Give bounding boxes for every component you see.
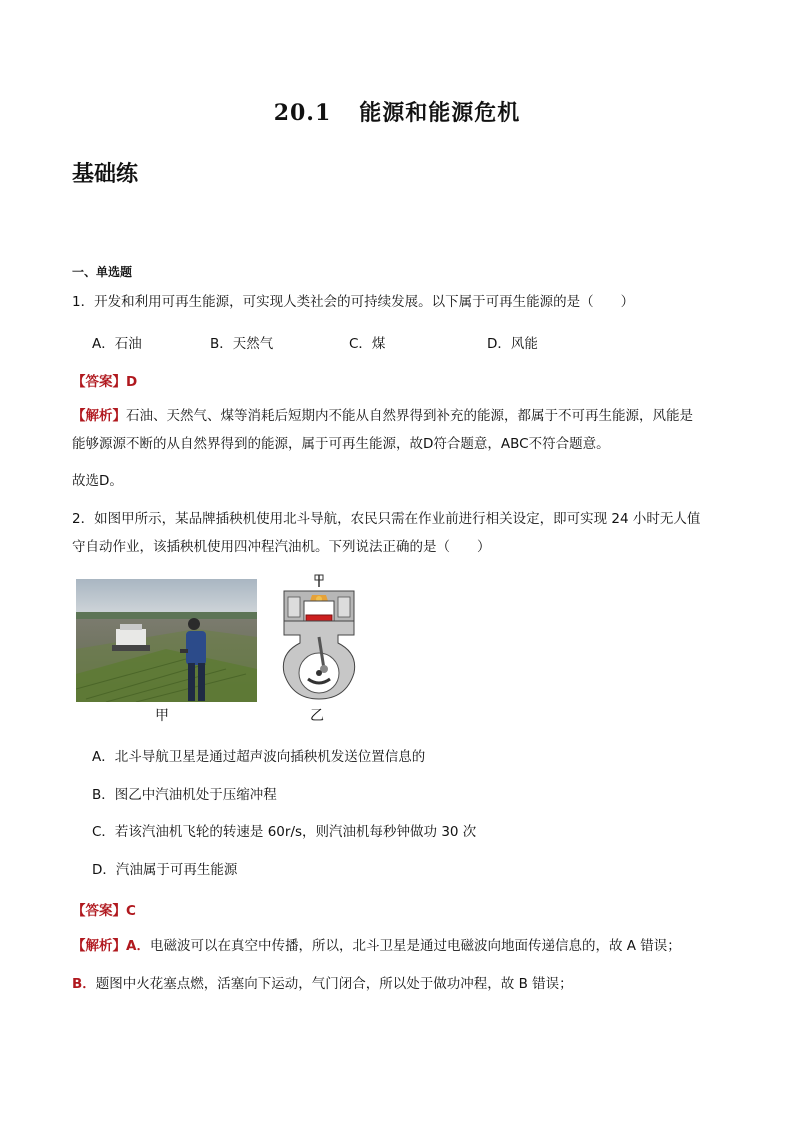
q1-option-a: A．石油 (92, 336, 142, 352)
page-title (0, 96, 794, 127)
q2-analysis-b-text: 题图中火花塞点燃，活塞向下运动，气门闭合，所以处于做功冲程，故 B 错误； (95, 976, 573, 992)
q1-analysis-line2: 能够源源不断的从自然界得到的能源，属于可再生能源，故D符合题意，ABC不符合题意。 (72, 436, 610, 452)
q1-answer-value: D (126, 374, 138, 390)
q2-analysis-a (72, 932, 732, 960)
q1-option-d: D．风能 (487, 336, 538, 352)
part-heading: 一、单选题 (72, 265, 133, 279)
section-heading: 基础练 (72, 161, 139, 187)
q1-conclusion: 故选D。 (72, 473, 123, 489)
q2-answer-label: 【答案】 (72, 903, 126, 919)
q1-answer (72, 370, 137, 390)
q2-answer-value: C (126, 903, 136, 919)
q1-stem: 1．开发和利用可再生能源，可实现人类社会的可持续发展。以下属于可再生能源的是（ ） (72, 294, 635, 310)
figure-b-caption: 乙 (310, 708, 324, 724)
q2-option-c: C．若该汽油机飞轮的转速是 60r/s，则汽油机每秒钟做功 30 次 (92, 824, 477, 840)
q2-option-a: A．北斗导航卫星是通过超声波向插秧机发送位置信息的 (92, 749, 426, 765)
engine-diagram (278, 573, 360, 703)
q2-analysis-b-label: B． (72, 976, 96, 992)
q1-option-b: B．天然气 (210, 336, 274, 352)
q2-stem-line2: 守自动作业，该插秧机使用四冲程汽油机。下列说法正确的是（ ） (72, 539, 491, 555)
q2-analysis-a-text: 电磁波可以在真空中传播，所以，北斗卫星是通过电磁波向地面传递信息的，故 A 错误； (149, 938, 681, 954)
q1-option-c: C．煤 (349, 336, 386, 352)
q1-answer-label: 【答案】 (72, 374, 126, 390)
q1-analysis-line1: 石油、天然气、煤等消耗后短期内不能从自然界得到补充的能源，都属于不可再生能源，风能是 (126, 408, 693, 424)
q2-analysis-b (72, 970, 732, 998)
q2-option-d: D．汽油属于可再生能源 (92, 862, 238, 878)
q2-stem-line1: 2．如图甲所示，某品牌插秧机使用北斗导航，农民只需在作业前进行相关设定，即可实现 24 小时无人值 (72, 511, 701, 527)
q2-stem (72, 505, 722, 561)
q2-option-b: B．图乙中汽油机处于压缩冲程 (92, 787, 277, 803)
figure-a-caption: 甲 (155, 708, 169, 724)
q1-analysis-label: 【解析】 (72, 408, 126, 424)
chapter-number: 20.1 (273, 100, 332, 126)
q1-analysis (72, 402, 722, 458)
q2-answer (72, 899, 136, 919)
q2-analysis-a-label: A． (126, 938, 150, 954)
rice-transplanter-photo (76, 579, 257, 702)
q2-analysis-label: 【解析】 (72, 938, 126, 954)
chapter-title: 能源和能源危机 (359, 100, 521, 126)
